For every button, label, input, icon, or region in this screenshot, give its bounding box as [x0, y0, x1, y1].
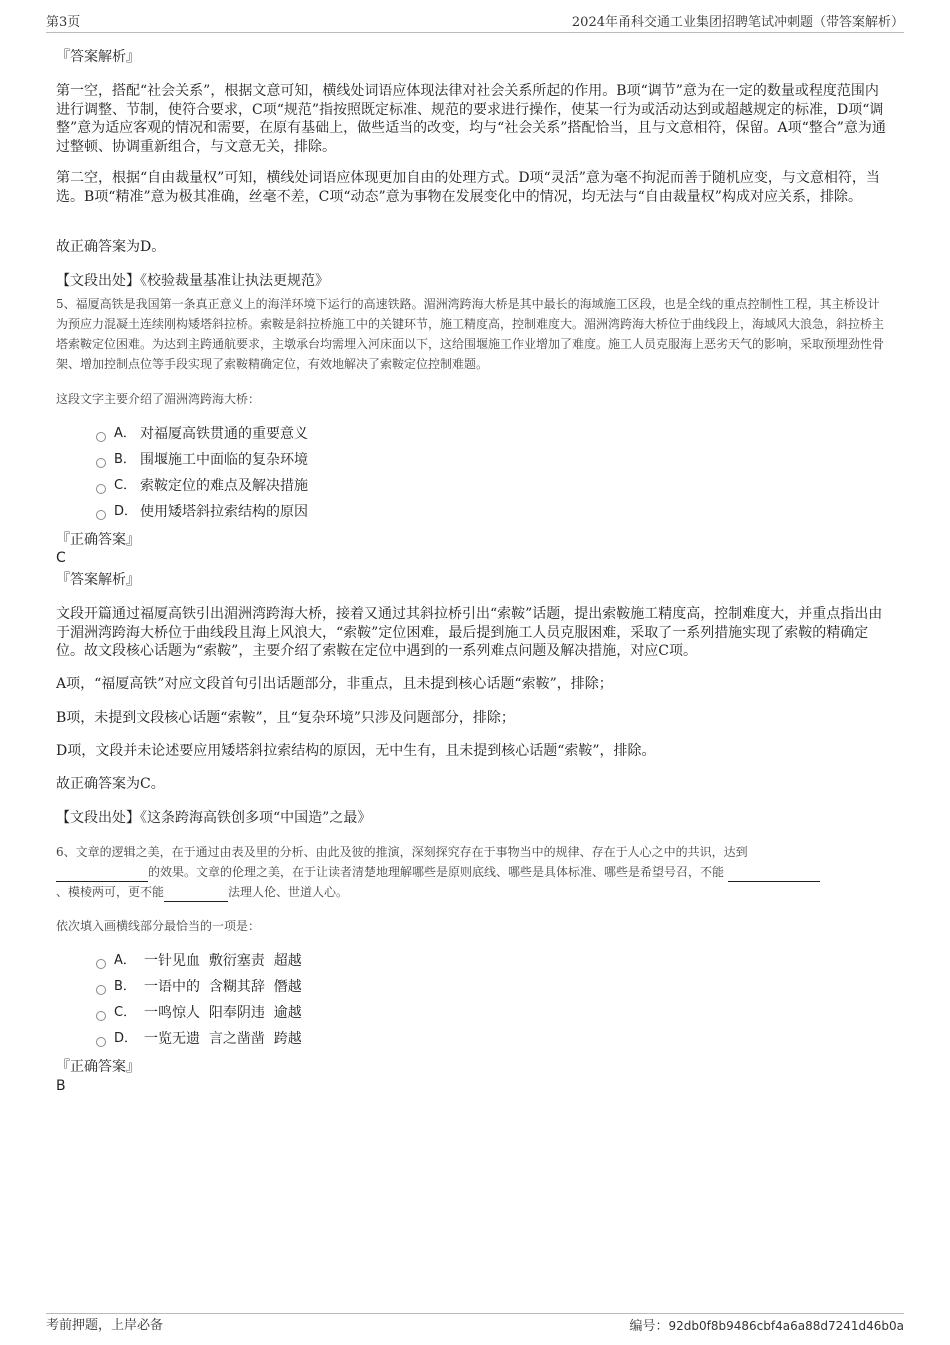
radio-icon[interactable]	[96, 985, 106, 995]
q6-option-a[interactable]: A． 一针见血 敷衍塞责 超越	[96, 952, 302, 970]
q5-analysis: 文段开篇通过福厦高铁引出湄洲湾跨海大桥，接着又通过其斜拉桥引出“索鞍”话题，提出索鞍施工精度高，控制难度大，并重点指出由于湄洲湾跨海大桥位于曲线段且海上风浪大，“索鞍”定位困难，最后提到施工人员克服困难，采取了一系列措施实现了索鞍的精确定位。故文段核心话题为“索鞍”，主要介绍了索鞍在定位中遇到的一系列难点问题及解决措施，对应C项。	[56, 606, 883, 659]
q5-option-c[interactable]: C． 索鞍定位的难点及解决措施	[96, 477, 308, 495]
footer-code: 编号：92db0f8b9486cbf4a6a88d7241d46b0a	[629, 1319, 904, 1334]
footer-note: 考前押题，上岸必备	[46, 1318, 164, 1333]
radio-icon[interactable]	[96, 432, 106, 442]
radio-icon[interactable]	[96, 458, 106, 468]
q5-option-b[interactable]: B． 围堰施工中面临的复杂环境	[96, 451, 308, 469]
q6-option-c[interactable]: C． 一鸣惊人 阳奉阴违 逾越	[96, 1004, 302, 1022]
blank-3	[164, 887, 228, 902]
page-header	[46, 14, 904, 33]
q6-stem: 6、文章的逻辑之美，在于通过由表及里的分析、由此及彼的推演，深刻探究存在于事物当中的规律、存在于人心之中的共识，达到 的效果。文章的伦理之美，在于让读者清楚地理解哪些是原则底线、哪些是具体标准、哪些是希望号召，不能 、模棱两可，更不能 法理人伦、世道人心。	[56, 842, 888, 902]
q4-analysis-label: 『答案解析』	[56, 49, 140, 65]
radio-icon[interactable]	[96, 1011, 106, 1021]
q4-conclusion: 故正确答案为D。	[56, 239, 166, 255]
q5-exclude-d: D项，文段并未论述要应用矮塔斜拉索结构的原因，无中生有，且未提到核心话题“索鞍”，排除。	[56, 743, 656, 759]
page-footer	[46, 1313, 904, 1336]
q5-conclusion: 故正确答案为C。	[56, 776, 165, 792]
q5-exclude-a: A项，“福厦高铁”对应文段首句引出话题部分，非重点，且未提到核心话题“索鞍”，排除；	[56, 676, 613, 692]
q6-answer-label: 『正确答案』	[56, 1059, 140, 1075]
radio-icon[interactable]	[96, 959, 106, 969]
q4-source: 【文段出处】《校验裁量基准让执法更规范》	[56, 273, 329, 289]
q5-exclude-b: B项，未提到文段核心话题“索鞍”，且“复杂环境”只涉及问题部分，排除；	[56, 710, 515, 726]
q5-stem: 5、福厦高铁是我国第一条真正意义上的海洋环境下运行的高速铁路。湄洲湾跨海大桥是其中最长的海域施工区段，也是全线的重点控制性工程，其主桥设计为预应力混凝土连续刚构矮塔斜拉桥。索鞍是斜拉桥施工中的关键环节，施工精度高，控制难度大。湄洲湾跨海大桥位于曲线段上，海域风大浪急，斜拉桥主塔索鞍定位困难。为达到主跨通航要求，主墩承台均需埋入河床面以下，这给围堰施工作业增加了难度。施工人员克服海上恶劣天气的影响，采取预埋劲性骨架、增加控制点位等手段实现了索鞍精确定位，有效地解决了索鞍定位控制难题。	[56, 297, 885, 371]
q5-answer-label: 『正确答案』	[56, 532, 140, 548]
q4-analysis-para1: 第一空，搭配“社会关系”，根据文意可知，横线处词语应体现法律对社会关系所起的作用。B项“调节”意为在一定的数量或程度范围内进行调整、节制，使符合要求，C项“规范”指按照既定标准、规范的要求进行操作，使某一行为或活动达到或超越规定的标准，D项“调整”意为适应客观的情况和需要，在原有基础上，做些适当的改变，均与“社会关系”搭配恰当，且与文意相符，保留。A项“整合”意为通过整顿、协调重新组合，与文意无关，排除。	[56, 83, 886, 155]
q6-prompt: 依次填入画横线部分最恰当的一项是：	[56, 919, 261, 933]
page-number: 第3页	[46, 15, 81, 30]
radio-icon[interactable]	[96, 510, 106, 520]
q6-option-d[interactable]: D． 一览无遗 言之凿凿 跨越	[96, 1030, 302, 1048]
q4-analysis-para2: 第二空，根据“自由裁量权”可知，横线处词语应体现更加自由的处理方式。D项“灵活”意为毫不拘泥而善于随机应变，与文意相符，当选。B项“精准”意为极其准确，丝毫不差，C项“动态”意为事物在发展变化中的情况，均无法与“自由裁量权”构成对应关系，排除。	[56, 170, 880, 205]
q5-source: 【文段出处】《这条跨海高铁创多项“中国造”之最》	[56, 810, 372, 826]
blank-2	[728, 867, 820, 882]
q5-prompt: 这段文字主要介绍了湄洲湾跨海大桥：	[56, 392, 261, 406]
q5-analysis-label: 『答案解析』	[56, 572, 140, 588]
radio-icon[interactable]	[96, 484, 106, 494]
q6-option-b[interactable]: B． 一语中的 含糊其辞 僭越	[96, 978, 302, 996]
document-title: 2024年甬科交通工业集团招聘笔试冲刺题（带答案解析）	[571, 15, 904, 30]
q5-option-d[interactable]: D． 使用矮塔斜拉索结构的原因	[96, 503, 308, 521]
q6-answer: B	[56, 1078, 66, 1094]
q5-option-a[interactable]: A． 对福厦高铁贯通的重要意义	[96, 425, 308, 443]
radio-icon[interactable]	[96, 1037, 106, 1047]
blank-1	[56, 867, 148, 882]
q5-answer: C	[56, 550, 66, 566]
